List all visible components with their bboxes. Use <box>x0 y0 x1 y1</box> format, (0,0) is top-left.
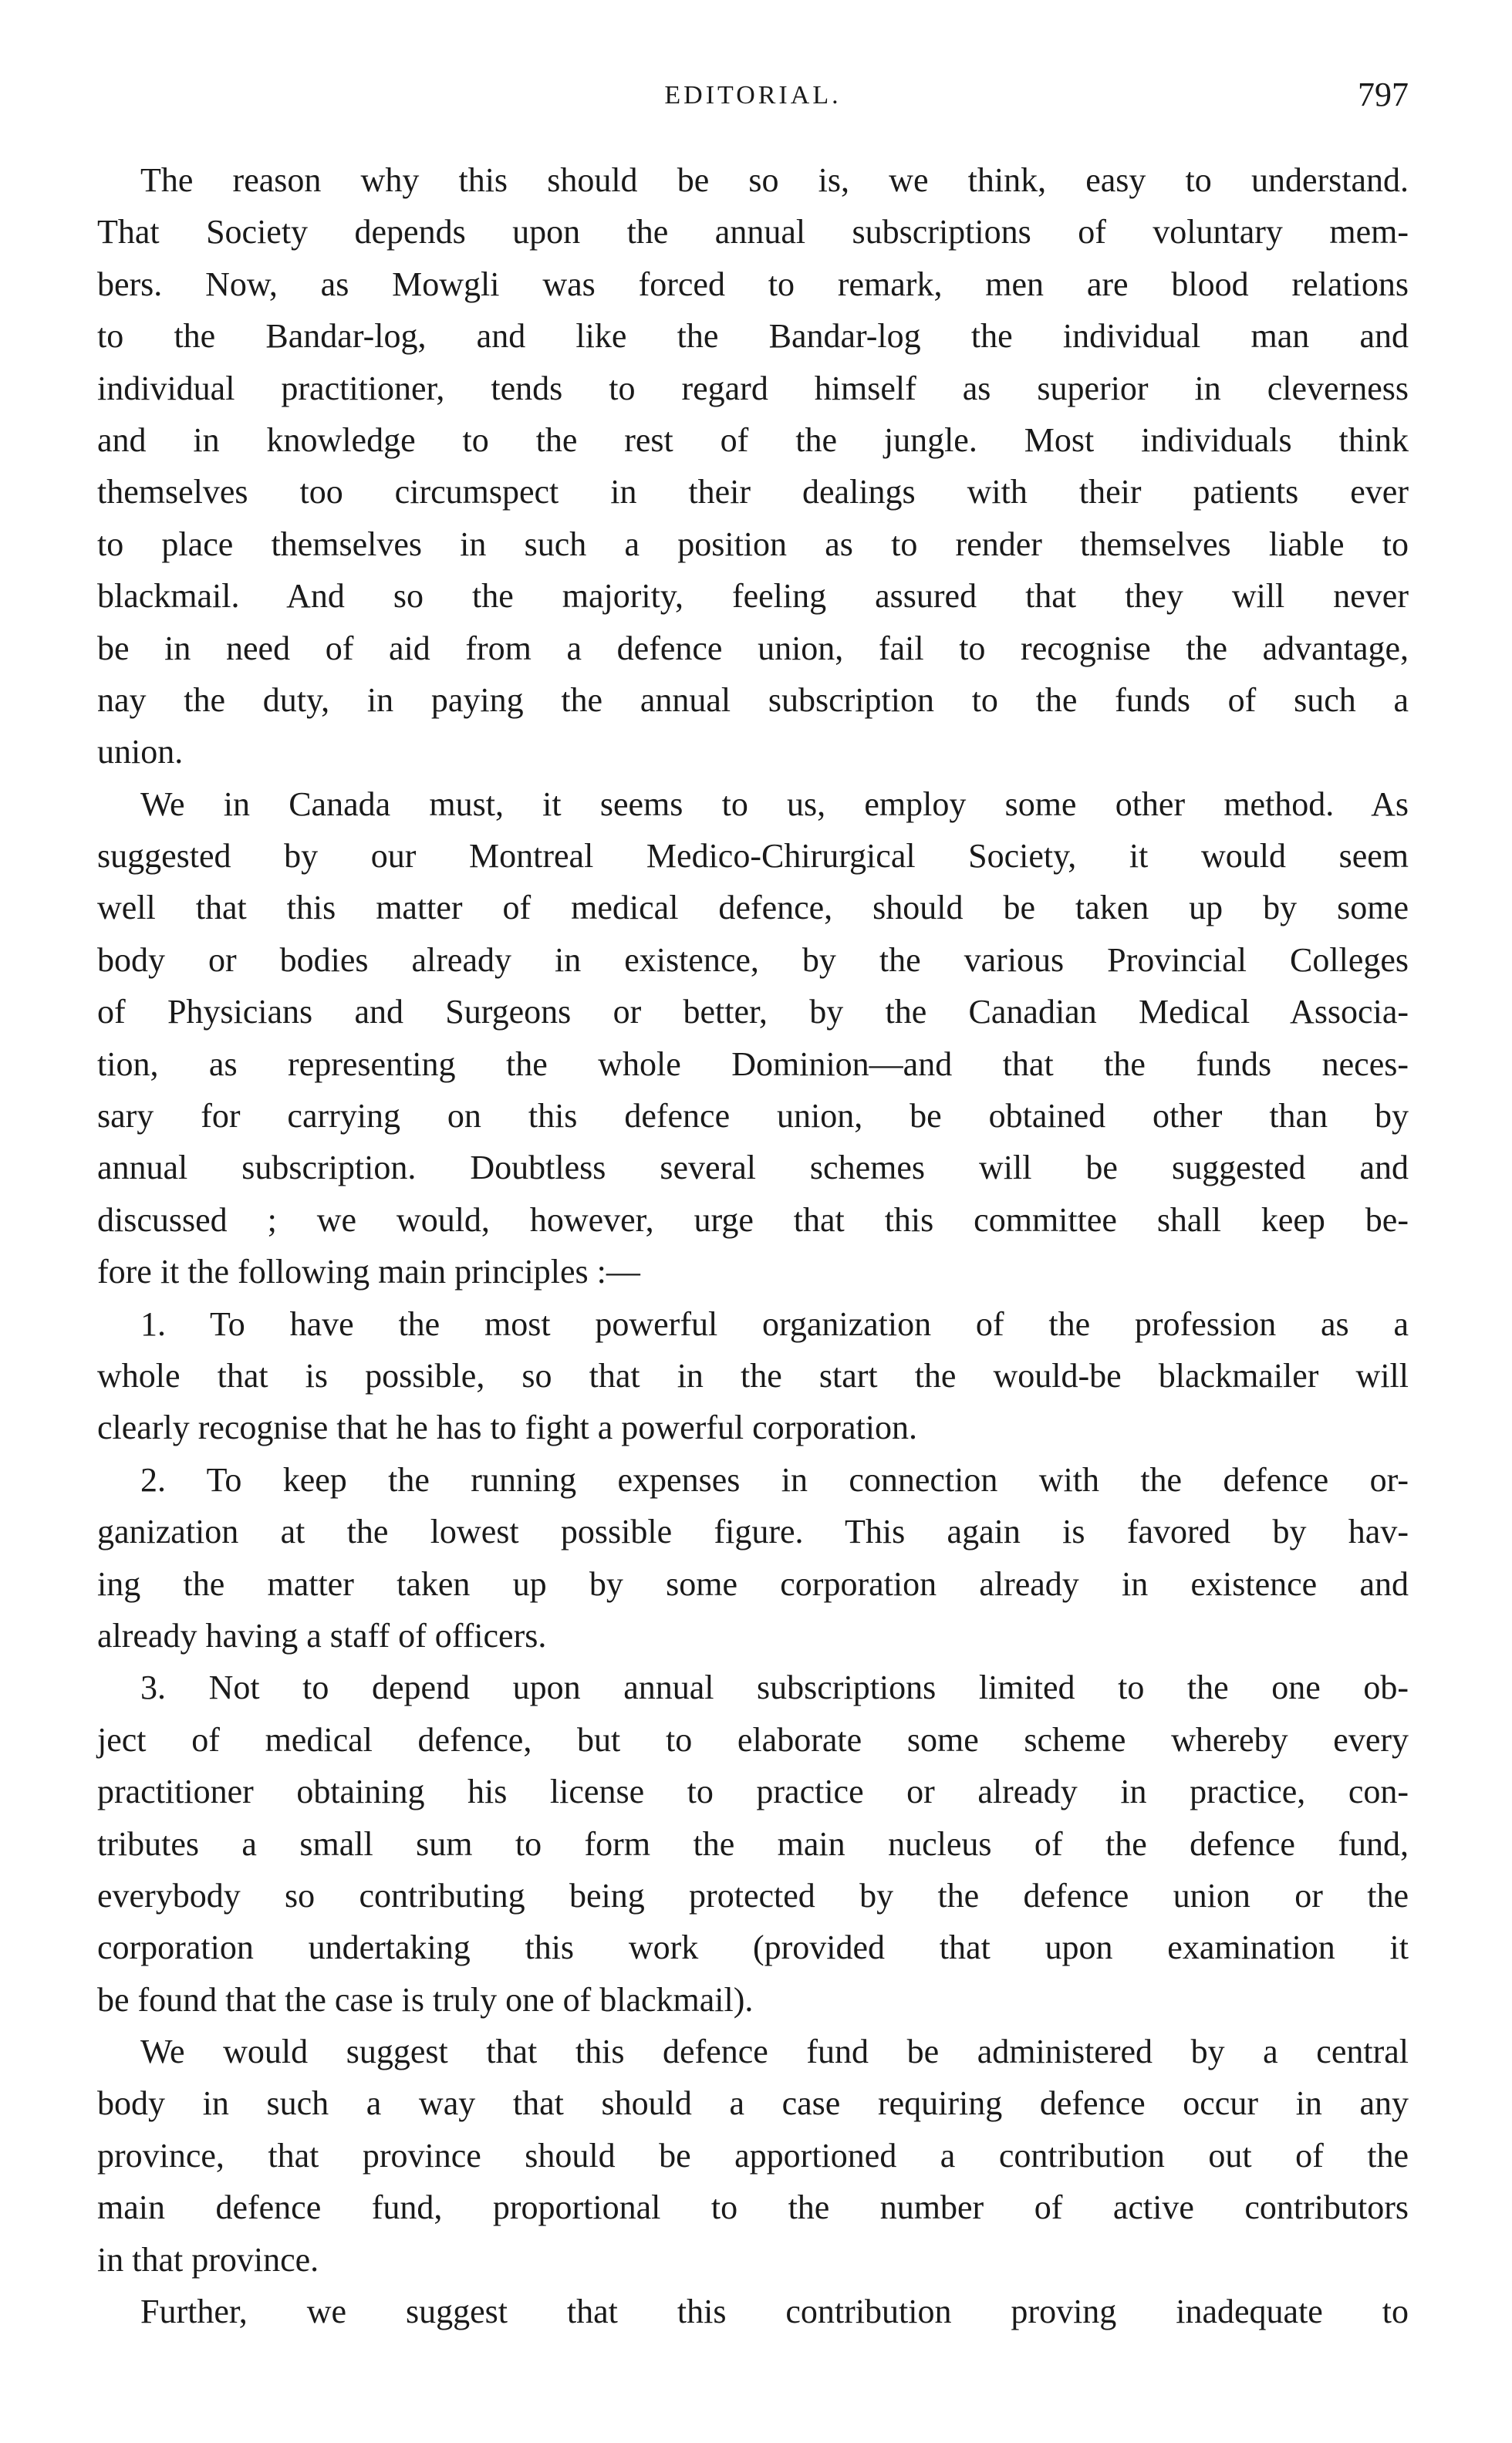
text-line: everybody so contributing being protected by the defence union or the <box>97 1876 1409 1915</box>
text-line: and in knowledge to the rest of the jungle. Most individuals think <box>97 420 1409 459</box>
text-line: We in Canada must, it seems to us, employ some other method. As <box>140 785 1409 823</box>
text-line: blackmail. And so the majority, feeling assured that they will never <box>97 577 1409 616</box>
text-line: already having a staff of officers. <box>97 1616 547 1655</box>
text-line: 3. Not to depend upon annual subscriptions limited to the one ob- <box>140 1669 1409 1707</box>
page-number: 797 <box>1358 76 1409 113</box>
text-line: 2. To keep the running expenses in connection with the defence or- <box>140 1460 1409 1499</box>
text-line: ject of medical defence, but to elaborate some scheme whereby every <box>97 1720 1409 1759</box>
text-line: suggested by our Montreal Medico-Chirurgical Society, it would seem <box>97 837 1409 876</box>
editorial-body <box>97 154 1409 2337</box>
text-line: clearly recognise that he has to fight a powerful corporation. <box>97 1409 917 1447</box>
text-line: be found that the case is truly one of blackmail). <box>97 1980 754 2019</box>
text-line: body in such a way that should a case requiring defence occur in any <box>97 2084 1409 2123</box>
text-line: individual practitioner, tends to regard himself as superior in cleverness <box>97 369 1409 407</box>
text-line: discussed ; we would, however, urge that this committee shall keep be- <box>97 1200 1409 1239</box>
text-line: We would suggest that this defence fund be administered by a central <box>140 2033 1409 2071</box>
text-line: tributes a small sum to form the main nucleus of the defence fund, <box>97 1824 1409 1863</box>
running-head-title: EDITORIAL. <box>664 81 842 110</box>
text-line: well that this matter of medical defence, should be taken up by some <box>97 889 1409 927</box>
text-line: province, that province should be apportioned a contribution out of the <box>97 2136 1409 2175</box>
text-line: in that province. <box>97 2240 319 2279</box>
text-line: main defence fund, proportional to the number of active contributors <box>97 2188 1409 2227</box>
text-line: The reason why this should be so is, we think, easy to understand. <box>140 161 1409 199</box>
text-line: 1. To have the most powerful organization of the profession as a <box>140 1304 1409 1343</box>
text-line: Further, we suggest that this contribution proving inadequate to <box>140 2293 1409 2331</box>
text-line: bers. Now, as Mowgli was forced to remark, men are blood relations <box>97 265 1409 303</box>
text-line: tion, as representing the whole Dominion—and that the funds neces- <box>97 1044 1409 1083</box>
text-line: union. <box>97 733 184 771</box>
text-line: annual subscription. Doubtless several schemes will be suggested and <box>97 1149 1409 1187</box>
text-line: practitioner obtaining his license to practice or already in practice, con- <box>97 1773 1409 1811</box>
document-page <box>97 0 1409 2443</box>
text-line: fore it the following main principles :— <box>97 1253 640 1291</box>
text-line: nay the duty, in paying the annual subscription to the funds of such a <box>97 680 1409 719</box>
text-line: corporation undertaking this work (provided that upon examination it <box>97 1928 1409 1967</box>
running-head <box>97 76 1409 127</box>
text-line: whole that is possible, so that in the start the would-be blackmailer will <box>97 1356 1409 1395</box>
text-line: body or bodies already in existence, by the various Provincial Colleges <box>97 940 1409 979</box>
text-line: to the Bandar-log, and like the Bandar-log the individual man and <box>97 317 1409 356</box>
text-line: ganization at the lowest possible figure. This again is favored by hav- <box>97 1513 1409 1551</box>
text-line: ing the matter taken up by some corporation already in existence and <box>97 1564 1409 1603</box>
text-line: be in need of aid from a defence union, fail to recognise the advantage, <box>97 629 1409 667</box>
text-line: to place themselves in such a position as to render themselves liable to <box>97 525 1409 563</box>
text-line: themselves too circumspect in their dealings with their patients ever <box>97 473 1409 511</box>
text-line: sary for carrying on this defence union, be obtained other than by <box>97 1097 1409 1135</box>
text-line: That Society depends upon the annual subscriptions of voluntary mem- <box>97 213 1409 251</box>
text-line: of Physicians and Surgeons or better, by the Canadian Medical Associa- <box>97 993 1409 1031</box>
